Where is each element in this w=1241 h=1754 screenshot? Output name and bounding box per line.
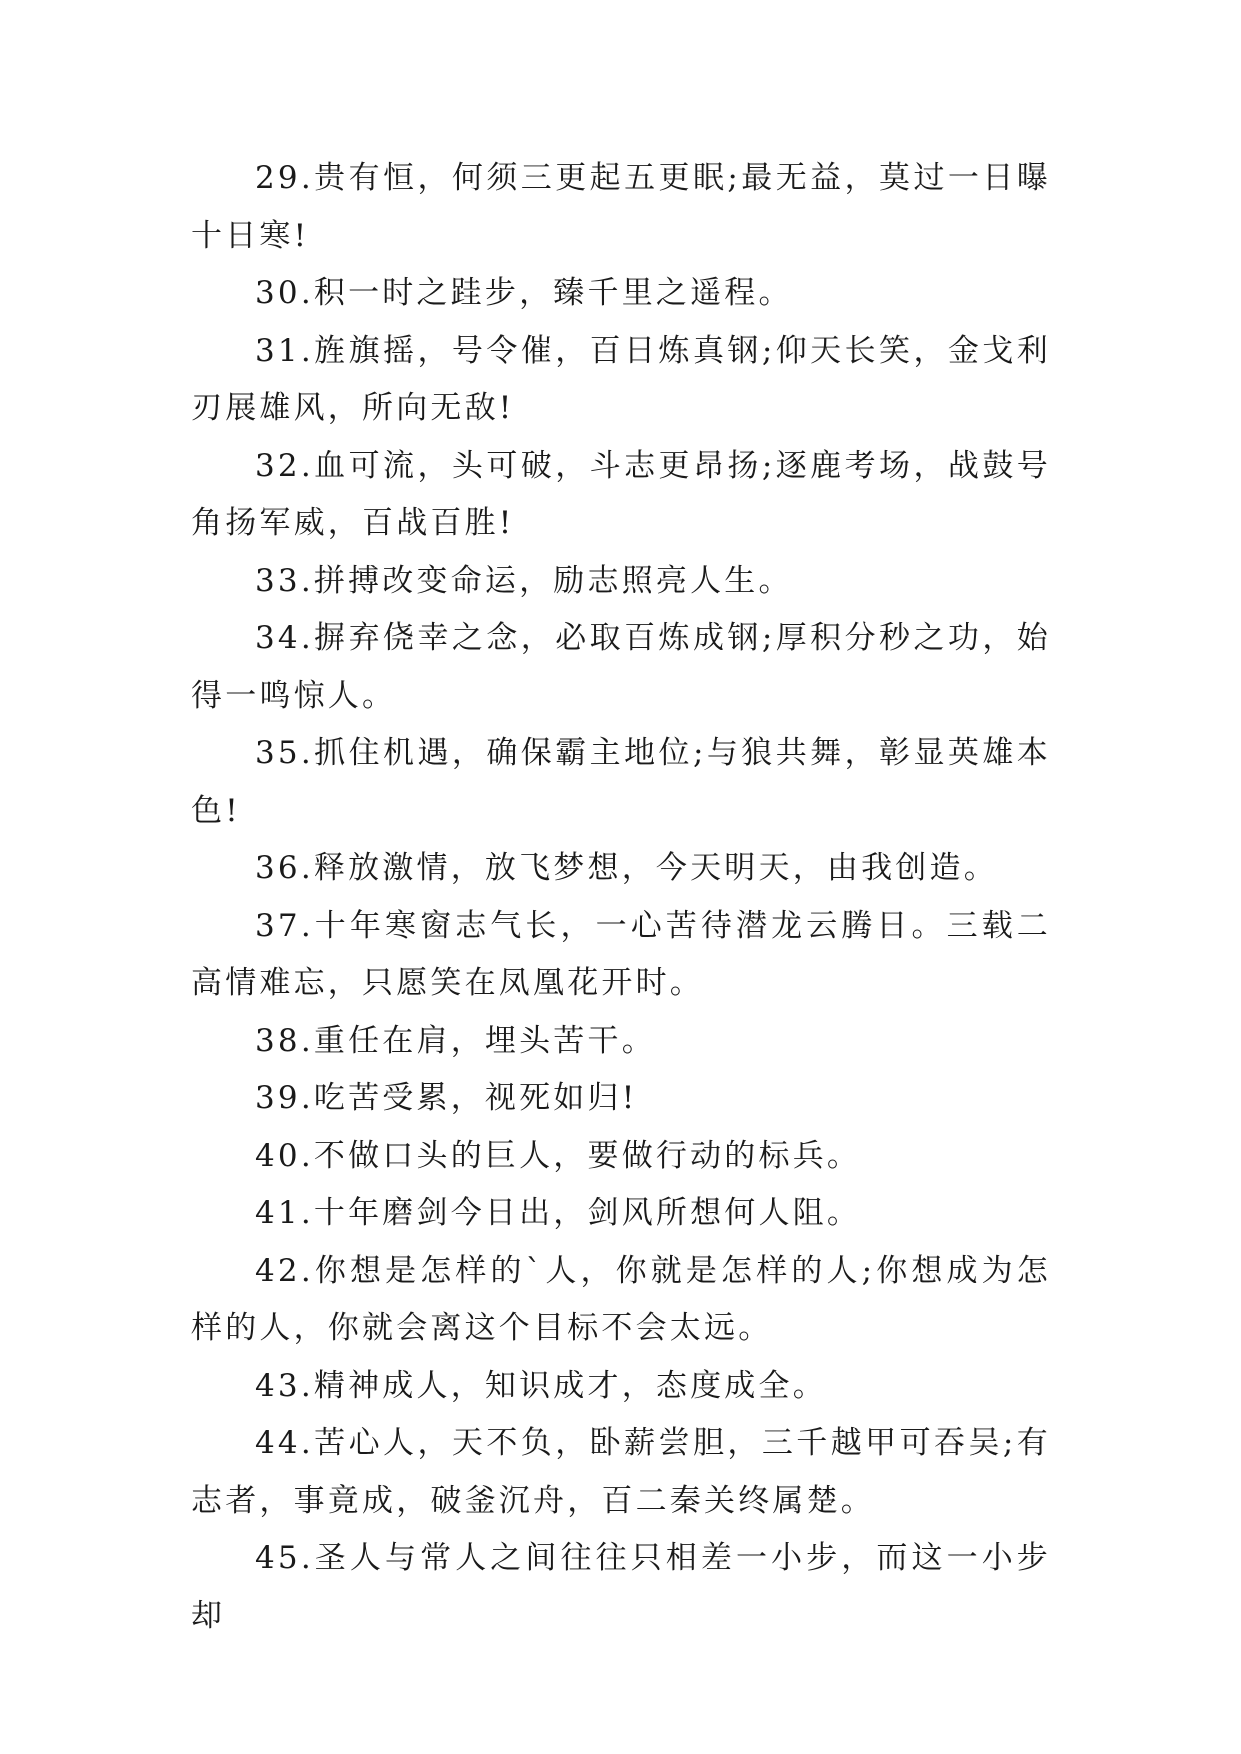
- paragraph-34: 34.摒弃侥幸之念，必取百炼成钢;厚积分秒之功，始得一鸣惊人。: [191, 620, 1051, 714]
- paragraph-40: 40.不做口头的巨人，要做行动的标兵。: [255, 1137, 862, 1174]
- paragraph-36: 36.释放激情，放飞梦想，今天明天，由我创造。: [255, 850, 998, 886]
- paragraph-31: 31.旌旗摇，号令催，百日炼真钢;仰天长笑，金戈利刃展雄风，所向无敌!: [191, 332, 1051, 426]
- paragraph-30: 30.积一时之跬步，臻千里之遥程。: [255, 275, 793, 311]
- paragraph-41: 41.十年磨剑今日出，剑风所想何人阻。: [255, 1195, 862, 1231]
- paragraph-29: 29.贵有恒，何须三更起五更眠;最无益，莫过一日曝十日寒!: [191, 160, 1051, 254]
- paragraph-42: 42.你想是怎样的`人，你就是怎样的人;你想成为怎样的人，你就会离这个目标不会太远。: [191, 1252, 1051, 1346]
- document-body: [191, 150, 1051, 1645]
- paragraph-37: 37.十年寒窗志气长，一心苦待潜龙云腾日。三载二高情难忘，只愿笑在凤凰花开时。: [191, 907, 1051, 1001]
- paragraph-45: 45.圣人与常人之间往往只相差一小步，而这一小步却: [191, 1540, 1051, 1634]
- paragraph-32: 32.血可流，头可破，斗志更昂扬;逐鹿考场，战鼓号角扬军威，百战百胜!: [191, 447, 1051, 541]
- paragraph-43: 43.精神成人，知识成才，态度成全。: [255, 1367, 827, 1404]
- paragraph-35: 35.抓住机遇，确保霸主地位;与狼共舞，彰显英雄本色!: [191, 735, 1051, 829]
- paragraph-44: 44.苦心人，天不负，卧薪尝胆，三千越甲可吞吴;有志者，事竟成，破釜沉舟，百二秦关终属楚。: [191, 1425, 1051, 1519]
- paragraph-38: 38.重任在肩，埋头苦干。: [255, 1022, 656, 1059]
- paragraph-39: 39.吃苦受累，视死如归!: [255, 1080, 638, 1116]
- paragraph-33: 33.拼搏改变命运，励志照亮人生。: [255, 562, 793, 599]
